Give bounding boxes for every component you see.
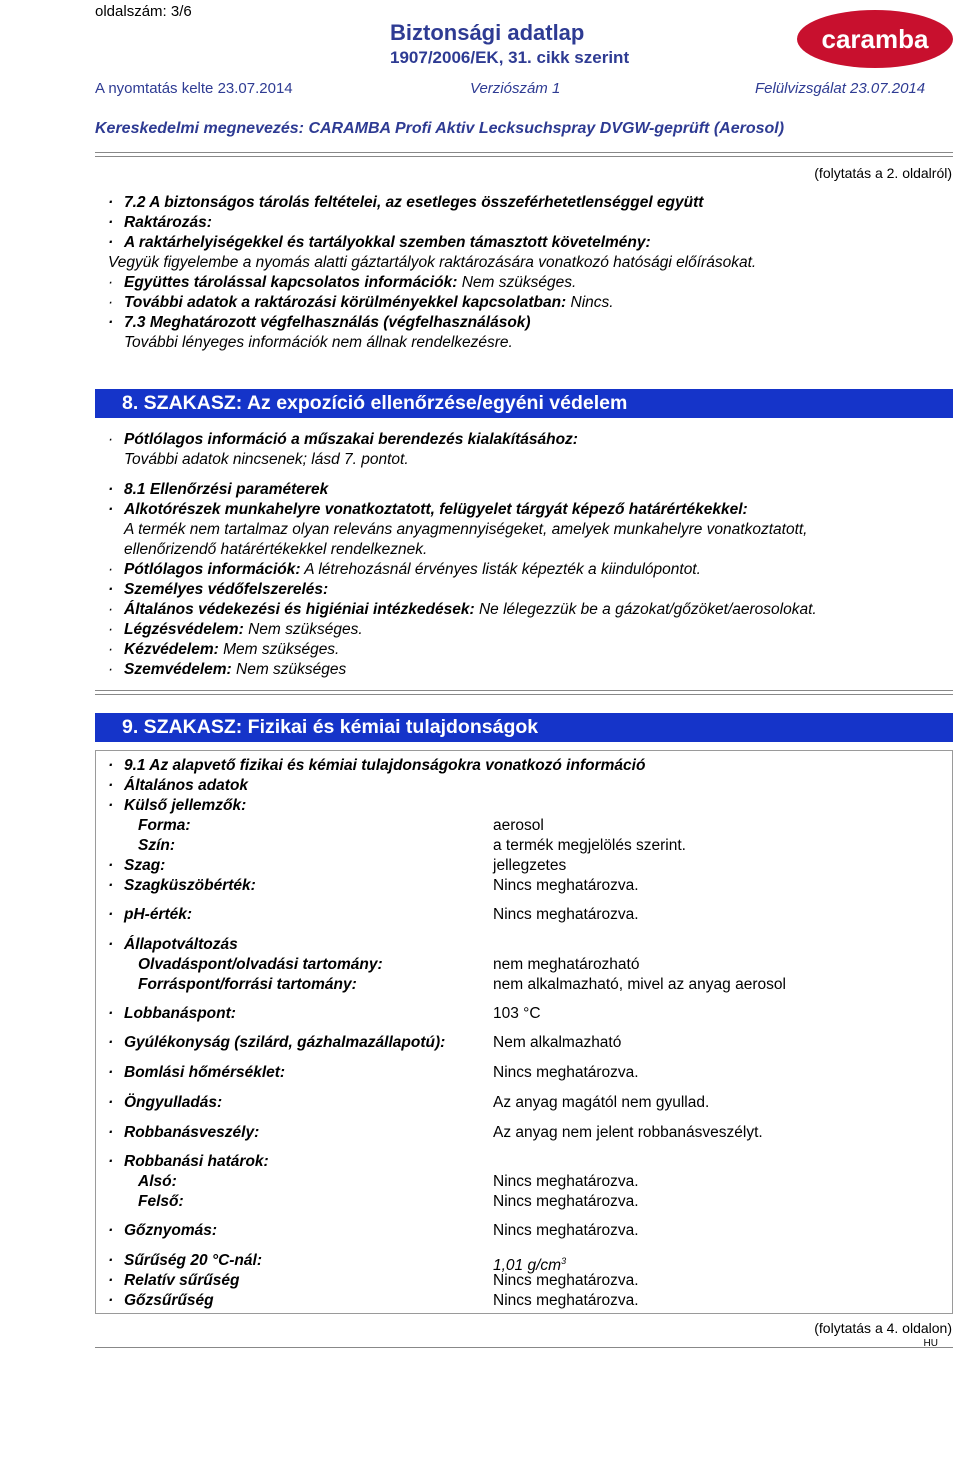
components-label: · Alkotórészek munkahelyre vonatkoztatott, felügyelet tárgyát képező határértékekkel: <box>108 501 748 518</box>
storage-requirement-label: · A raktárhelyiségekkel és tartályokkal szemben támasztott követelmény: <box>108 234 651 251</box>
document-title: Biztonsági adatlap <box>390 20 585 45</box>
svg-text:caramba: caramba <box>821 24 929 54</box>
components-text-2: ellenőrizendő határértékekkel rendelkeznek. <box>124 541 428 558</box>
vapor-pressure-value: Nincs meghatározva. <box>493 1222 639 1239</box>
ph-value: Nincs meghatározva. <box>493 906 639 923</box>
hygiene-measures: · Általános védekezési és higiéniai intézkedések: Ne lélegezzük be a gázokat/gőzöket/aerosolokat. <box>108 601 817 618</box>
odor-threshold-label: · Szagküszöbérték: <box>108 877 256 894</box>
s73-text: További lényeges információk nem állnak rendelkezésre. <box>124 334 513 351</box>
respiratory-protection: · Légzésvédelem: Nem szükséges. <box>108 621 363 638</box>
footer-divider <box>95 1347 953 1348</box>
boiling-point-value: nem alkalmazható, mivel az anyag aerosol <box>493 976 786 993</box>
upper-limit-label: Felső: <box>138 1193 184 1210</box>
explosion-hazard-label: · Robbanásveszély: <box>108 1124 260 1141</box>
ph-label: · pH-érték: <box>108 906 193 923</box>
relative-density-value: Nincs meghatározva. <box>493 1272 639 1289</box>
melting-point-label: Olvadáspont/olvadási tartomány: <box>138 956 383 973</box>
relative-density-label: · Relatív sűrűség <box>108 1272 240 1289</box>
self-ignition-value: Az anyag magától nem gyullad. <box>493 1094 710 1111</box>
header-divider <box>95 152 953 153</box>
vapor-density-label: · Gőzsűrűség <box>108 1292 214 1309</box>
language-code: HU <box>923 1338 938 1349</box>
flammability-value: Nem alkalmazható <box>493 1034 622 1051</box>
storage-requirement-text: Vegyük figyelembe a nyomás alatti gáztartályok raktározására vonatkozó hatósági előírásokat. <box>108 254 757 271</box>
s72-title: · 7.2 A biztonságos tárolás feltételei, az esetleges összeférhetetlenséggel együtt <box>108 194 704 211</box>
version-number: Verziószám 1 <box>470 80 561 97</box>
self-ignition-label: · Öngyulladás: <box>108 1094 223 1111</box>
decomposition-temp-label: · Bomlási hőmérséklet: <box>108 1064 286 1081</box>
vapor-pressure-label: · Gőznyomás: <box>108 1222 218 1239</box>
s73-title: · 7.3 Meghatározott végfelhasználás (végfelhasználások) <box>108 314 531 331</box>
color-value: a termék megjelölés szerint. <box>493 837 686 854</box>
explosion-limits-label: · Robbanási határok: <box>108 1153 269 1170</box>
tech-info-label: · Pótlólagos információ a műszakai berendezés kialakításához: <box>108 431 578 448</box>
boiling-point-label: Forráspont/forrási tartomány: <box>138 976 357 993</box>
odor-threshold-value: Nincs meghatározva. <box>493 877 639 894</box>
further-storage: · További adatok a raktározási körülményekkel kapcsolatban: Nincs. <box>108 294 614 311</box>
odor-value: jellegzetes <box>493 857 567 874</box>
hand-protection: · Kézvédelem: Mem szükséges. <box>108 641 340 658</box>
ppe-label: · Személyes védőfelszerelés: <box>108 581 329 598</box>
storage-label: · Raktározás: <box>108 214 212 231</box>
s91-title: · 9.1 Az alapvető fizikai és kémiai tulajdonságokra vonatkozó információ <box>108 757 646 774</box>
review-date: Felülvizsgálat 23.07.2014 <box>755 80 926 97</box>
lower-limit-value: Nincs meghatározva. <box>493 1173 639 1190</box>
s81-title: · 8.1 Ellenőrzési paraméterek <box>108 481 329 498</box>
joint-storage: · Együttes tárolással kapcsolatos információk: Nem szükséges. <box>108 274 577 291</box>
state-change-label: · Állapotváltozás <box>108 936 238 953</box>
extra-info: · Pótlólagos információk: A létrehozásnál érvényes listák képezték a kiindulópontot. <box>108 561 701 578</box>
section-8-divider <box>95 690 953 691</box>
page-number: oldalszám: 3/6 <box>95 3 192 20</box>
section-8-divider-2 <box>95 694 953 695</box>
eye-protection: · Szemvédelem: Nem szükséges <box>108 661 347 678</box>
continued-from-note: (folytatás a 2. oldalról) <box>814 165 952 181</box>
density-value: 1,01 $g/cm^3$ <box>493 1256 567 1275</box>
print-date: A nyomtatás kelte 23.07.2014 <box>95 80 293 97</box>
trade-name: Kereskedelmi megnevezés: CARAMBA Profi Aktiv Lecksuchspray DVGW-geprüft (Aerosol) <box>95 120 785 137</box>
tech-info-text: További adatok nincsenek; lásd 7. pontot. <box>124 451 409 468</box>
continued-on-note: (folytatás a 4. oldalon) <box>814 1320 952 1336</box>
vapor-density-value: Nincs meghatározva. <box>493 1292 639 1309</box>
general-data-label: · Általános adatok <box>108 777 249 794</box>
appearance-label: · Külső jellemzők: <box>108 797 247 814</box>
flash-point-label: · Lobbanáspont: <box>108 1005 236 1022</box>
explosion-hazard-value: Az anyag nem jelent robbanásveszélyt. <box>493 1124 763 1141</box>
decomposition-temp-value: Nincs meghatározva. <box>493 1064 639 1081</box>
caramba-logo <box>795 8 955 70</box>
upper-limit-value: Nincs meghatározva. <box>493 1193 639 1210</box>
form-label: Forma: <box>138 817 191 834</box>
section-9-heading: 9. SZAKASZ: Fizikai és kémiai tulajdonságok <box>95 713 953 742</box>
lower-limit-label: Alsó: <box>138 1173 177 1190</box>
odor-label: · Szag: <box>108 857 166 874</box>
melting-point-value: nem meghatározható <box>493 956 640 973</box>
flash-point-value: 103 °C <box>493 1005 541 1022</box>
header-divider-2 <box>95 156 953 157</box>
flammability-label: · Gyúlékonyság (szilárd, gázhalmazállapotú): <box>108 1034 446 1051</box>
document-subtitle: 1907/2006/EK, 31. cikk szerint <box>390 48 630 67</box>
section-8-heading: 8. SZAKASZ: Az expozíció ellenőrzése/egyéni védelem <box>95 389 953 418</box>
density-label: · Sűrűség 20 °C-nál: <box>108 1252 262 1269</box>
color-label: Szín: <box>138 837 176 854</box>
form-value: aerosol <box>493 817 544 834</box>
components-text-1: A termék nem tartalmaz olyan releváns anyagmennyiségeket, amelyek munkahelyre vonatkoztatott, <box>124 521 808 538</box>
